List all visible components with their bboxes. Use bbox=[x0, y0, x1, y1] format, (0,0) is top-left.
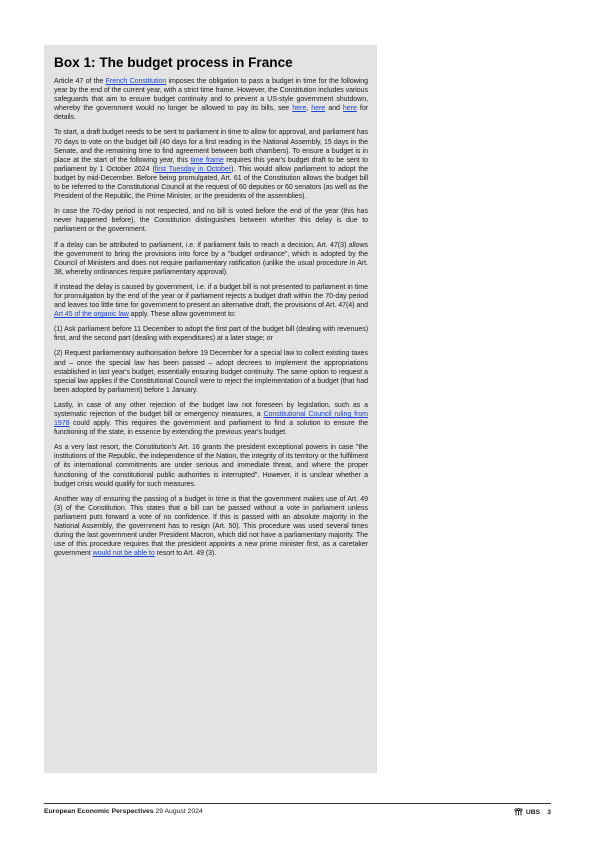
link-would-not-be-able[interactable]: would not be able to bbox=[92, 550, 155, 558]
footer-rule bbox=[44, 803, 551, 804]
page-footer bbox=[44, 808, 551, 820]
link-council-ruling[interactable]: Constitutional Council ruling from 1978 bbox=[54, 411, 368, 428]
paragraph-4: If a delay can be attributed to parliament, i.e. if parliament fails to reach a decision, Art. 47(3) allows the government to bring the provisions into force by a "budget ordinance", which is adopted by the Council of Ministers and does not require parliamentary ratification (unlike the usual procedure in Art. 38, whereby ordinances require parliamentary approval). bbox=[54, 241, 368, 276]
text-span: and bbox=[325, 105, 343, 113]
ubs-keys-icon bbox=[514, 808, 523, 816]
footer-right bbox=[514, 808, 551, 816]
text-span: , bbox=[306, 105, 312, 113]
text-span: requires this year's budget draft to be sent to parliament by 1 October 2024 ( bbox=[54, 156, 368, 173]
paragraph-5 bbox=[54, 283, 368, 319]
text-span: Article 47 of the bbox=[54, 78, 106, 85]
paragraph-8 bbox=[54, 401, 368, 437]
link-first-tuesday[interactable]: first Tuesday in October bbox=[154, 165, 232, 173]
text-span: If instead the delay is caused by government, i.e. if a budget bill is not presented to parliament in time for promulgation by the end of the year or if parliament rejects a budget draft within the 70-day period and leaves too little time for government to present an alternative draft, the provisions of Art. 47(4) and bbox=[54, 283, 368, 310]
text-span: imposes the obligation to pass a budget in time for the following year by the end of the current year, with a strict time frame. However, the Constitution includes various safeguards that aim to ensure budget continuity and to prevent a US-style government shutdown, whereby the government would no longer be allowed to pay its bills, see bbox=[54, 78, 368, 113]
publication-date: 29 August 2024 bbox=[155, 808, 203, 815]
text-span: Lastly, in case of any other rejection of the budget law not foreseen by legislation, such as a systematic rejection of the budget bill or emergency measures, a bbox=[54, 401, 368, 418]
text-span: for details. bbox=[54, 105, 368, 122]
paragraph-7: (2) Request parliamentary authorisation before 19 December for a special law to collect existing taxes and – once the special law has been passed – adopt decrees to implement the appropriations established in last year's budget, essentially ensuring budget continuity. The same option to request a special law applies if the Constitutional Council were to reject the implementation of a budget (that had been adopted by parliament) before 1 January. bbox=[54, 350, 368, 394]
brand-name: UBS bbox=[525, 808, 541, 816]
link-time-frame[interactable]: time frame bbox=[190, 156, 224, 164]
text-span: could apply. This requires the government and parliament to find a solution to ensure the functioning of the state, in essence by extending the previous year's budget. bbox=[54, 420, 368, 437]
text-span: ). This would allow parliament to adopt the budget by mid-December. Before being promulgated, Art. 61 of the Constitution allows the budget bill to be referred to the Constitutional Council at the request of 60 deputies or 60 senators (as well as the President of the Republic, the Prime Minister, or the presidents of the assemblies). bbox=[54, 165, 368, 201]
text-span: resort to Art. 49 (3). bbox=[154, 550, 217, 558]
box-title: Box 1: The budget process in France bbox=[54, 55, 293, 70]
paragraph-10 bbox=[54, 495, 368, 559]
text-span: apply. These allow government to: bbox=[128, 311, 236, 319]
page-number: 3 bbox=[547, 808, 551, 816]
text-span: To start, a draft budget needs to be sent to parliament in time to allow for approval, and parliament has 70 days to vote on the budget bill (40 days for a first reading in the National Assembly, 15 days in the Senate, and the remaining time to find agreement between both chambers). To ensure a budget is in place at the start of the following year, this bbox=[54, 129, 368, 164]
paragraph-9: As a very last resort, the Constitution's Art. 16 grants the president exceptional powers in case "the institutions of the Republic, the independence of the Nation, the integrity of its territory or the fulfilment of its international commitments are under serious and immediate threat, and where the proper functioning of the constitutional public authorities is interrupted". However, it is unclear whether a budget crisis would qualify for such measures. bbox=[54, 444, 368, 488]
link-here-1[interactable]: here bbox=[292, 105, 307, 113]
link-french-constitution[interactable]: French Constitution bbox=[105, 78, 167, 85]
link-here-2[interactable]: here bbox=[311, 105, 326, 113]
link-organic-law[interactable]: Art 45 of the organic law bbox=[54, 311, 129, 319]
link-here-3[interactable]: here bbox=[342, 105, 357, 113]
footer-left bbox=[44, 808, 203, 815]
paragraph-2 bbox=[54, 128, 368, 201]
paragraph-1 bbox=[54, 77, 368, 122]
text-span: Another way of ensuring the passing of a budget in time is that the government makes use of Art. 49 (3) of the Constitution. This states that a bill can be passed without a vote in parliament unless parliament puts forward a vote of no confidence. If this is passed with an absolute majority in the National Assembly, the government has to resign (Art. 50). This procedure was used several times during the last government under President Macron, which did not have a parliamentary majority. The use of this procedure requires that the president appoints a new prime minister first, as a caretaker government bbox=[54, 495, 368, 558]
paragraph-6: (1) Ask parliament before 11 December to adopt the first part of the budget bill (dealing with revenues) first, and the second part (dealing with expenditures) at a later stage; or bbox=[54, 326, 368, 343]
paragraph-3: In case the 70-day period is not respected, and no bill is voted before the end of the year (this has never happened before), the Constitution distinguishes between whether this delay is due to parliament or the government. bbox=[54, 208, 368, 234]
publication-name: European Economic Perspectives bbox=[44, 808, 154, 815]
budget-box bbox=[44, 45, 377, 773]
